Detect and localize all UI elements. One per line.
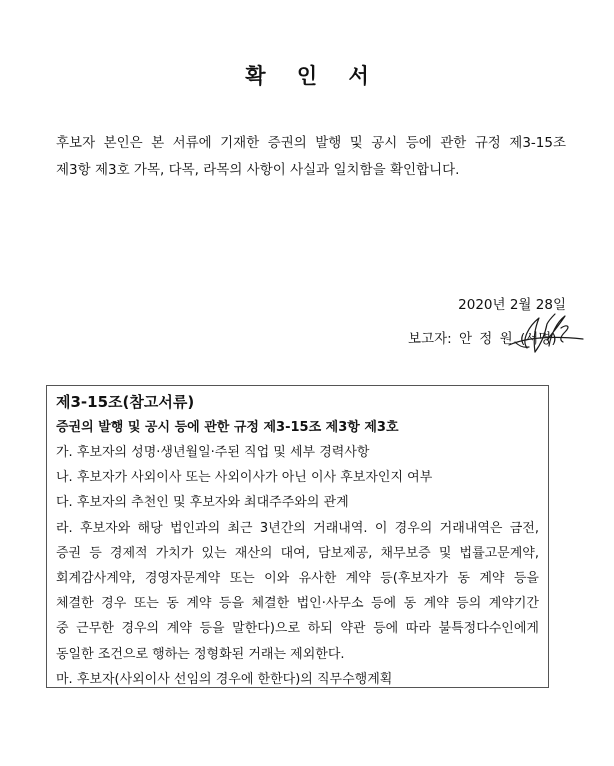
signature-label: (서명) (519, 331, 557, 347)
reference-item-ra: 라. 후보자와 해당 법인과의 최근 3년간의 거래내역. 이 경우의 거래내역은 금전, (56, 520, 539, 536)
reporter-name: 안 정 원 (458, 331, 513, 347)
reference-subheading: 증권의 발행 및 공시 등에 관한 규정 제3-15조 제3항 제3호 (56, 420, 399, 435)
document-title: 확 인 서 (245, 64, 381, 88)
reference-item-da: 다. 후보자의 추천인 및 후보자와 최대주주와의 관계 (56, 495, 349, 511)
handwritten-signature-icon (505, 312, 585, 358)
reference-item-na: 나. 후보자가 사외이사 또는 사외이사가 아닌 이사 후보자인지 여부 (56, 470, 433, 486)
reference-box (46, 385, 549, 688)
reference-item-ra-cont: 증권 등 경제적 가치가 있는 재산의 대여, 담보제공, 채무보증 및 법률고문계약, (56, 545, 539, 561)
reference-item-ra-cont: 중 근무한 경우의 계약 등을 말한다)으로 하되 약관 등에 따라 불특정다수인에게 (56, 621, 539, 637)
document-date: 2020년 2월 28일 (458, 297, 566, 313)
reference-item-ra-cont: 동일한 조건으로 행하는 정형화된 거래는 제외한다. (56, 646, 345, 662)
reference-item-ra-cont: 회계감사계약, 경영자문계약 또는 이와 유사한 계약 등(후보자가 동 계약 등을 (56, 571, 539, 587)
reporter-label: 보고자: (408, 331, 452, 347)
reference-item-ra-cont: 체결한 경우 또는 동 계약 등을 체결한 법인·사무소 등에 동 계약 등의 계약기간 (56, 596, 539, 612)
statement-line: 후보자 본인은 본 서류에 기재한 증권의 발행 및 공시 등에 관한 규정 제3-15조 (56, 135, 566, 151)
reference-item-ga: 가. 후보자의 성명·생년월일·주된 직업 및 세부 경력사항 (56, 445, 370, 460)
statement-line: 제3항 제3호 가목, 다목, 라목의 사항이 사실과 일치함을 확인합니다. (56, 162, 460, 178)
reference-heading: 제3-15조(참고서류) (56, 393, 195, 411)
reference-item-ma: 마. 후보자(사외이사 선임의 경우에 한한다)의 직무수행계획 (56, 671, 393, 687)
confirmation-statement (56, 130, 566, 184)
